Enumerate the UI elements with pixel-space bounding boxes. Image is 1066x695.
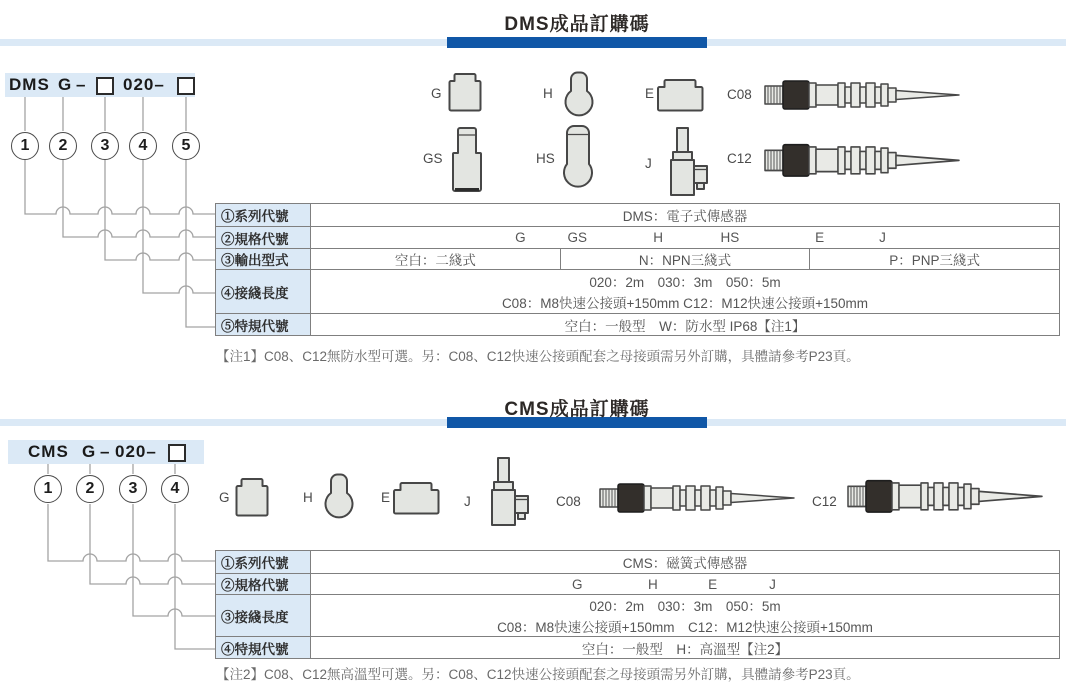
dms-ordering-table: [215, 203, 1060, 336]
cms-row-label-series: ①系列代號: [216, 551, 311, 573]
dms-circle-5: 5: [172, 132, 200, 160]
dms-row-label-length: ④接綫長度: [216, 270, 311, 313]
spec-code: J: [879, 230, 886, 245]
dms-code-stub-lines: [25, 97, 186, 131]
dms-code-num: 020–: [123, 75, 165, 94]
cms-code-num: 020–: [115, 442, 157, 461]
dms-figure-label-e: E: [645, 86, 655, 101]
cms-ordering-table: [215, 550, 1060, 659]
cms-circle-1: 1: [34, 475, 62, 503]
dms-row-label-spec: ②規格代號: [216, 227, 311, 248]
spec-code: E: [815, 230, 825, 245]
cms-figure-j-icon: [492, 458, 528, 525]
dms-figure-c12-icon: [765, 145, 959, 176]
dms-figure-label-j: J: [645, 156, 652, 171]
dms-leader-3: [105, 160, 216, 260]
dms-series-value: DMS：電子式傳感器: [622, 209, 748, 224]
cms-figure-label-c08: C08: [556, 494, 581, 509]
dms-row-label-special: ⑤特規代號: [216, 314, 311, 335]
spec-code: H: [653, 230, 663, 245]
dms-figure-e-icon: [658, 80, 703, 111]
table-row: [216, 594, 1059, 636]
table-row: [216, 313, 1059, 335]
dms-row-label-output: ③輸出型式: [216, 249, 311, 269]
cms-figure-label-c12: C12: [812, 494, 837, 509]
cms-row-label-length: ③接綫長度: [216, 595, 311, 636]
spec-code: J: [769, 576, 776, 592]
output-type-cell: N：NPN三綫式: [560, 249, 810, 269]
dms-length-values: [311, 270, 1059, 313]
cms-figure-e-icon: [394, 483, 439, 514]
spec-code: G: [572, 576, 583, 592]
dms-figure-label-c08: C08: [727, 87, 752, 102]
table-row: [216, 226, 1059, 248]
cms-row-label-spec: ②規格代號: [216, 574, 311, 594]
dms-figure-hs-icon: [564, 126, 592, 187]
dms-circle-1: 1: [11, 132, 39, 160]
dms-figure-j-icon: [671, 128, 707, 195]
dms-figure-label-c12: C12: [727, 151, 752, 166]
dms-special-value: 空白：一般型 W：防水型 IP68【注1】: [564, 318, 806, 334]
table-row: [216, 573, 1059, 594]
cms-section-title: CMS成品訂購碼: [504, 399, 650, 420]
spec-code: E: [708, 576, 718, 592]
dms-leader-4: [143, 160, 216, 293]
dms-leader-5: [186, 160, 216, 327]
cms-code-stub-lines: [48, 464, 175, 474]
dms-circle-2: 2: [49, 132, 77, 160]
dms-row-label-series: ①系列代號: [216, 204, 311, 226]
cms-figure-c12-icon: [848, 481, 1042, 512]
dms-figure-label-hs: HS: [536, 151, 555, 166]
cms-figure-g-icon: [237, 479, 268, 516]
length-line: C08：M8快速公接頭+150mm C12：M12快速公接頭+150mm: [501, 296, 869, 312]
cms-leader-2: [90, 504, 216, 584]
length-line: 020：2m 030：3m 050：5m: [589, 274, 781, 290]
cms-code-series: CMS: [28, 442, 69, 461]
dms-output-values: [311, 249, 1059, 269]
dms-figure-label-h: H: [543, 86, 553, 101]
cms-leader-1: [48, 504, 216, 561]
table-row: [216, 551, 1059, 573]
dms-code-series: DMS: [9, 75, 50, 94]
cms-figure-label-e: E: [381, 490, 391, 505]
cms-figure-c08-icon: [600, 484, 794, 512]
dms-figure-label-gs: GS: [423, 151, 443, 166]
dms-leader-1: [25, 160, 216, 214]
dms-leader-2: [63, 160, 216, 237]
dms-circle-3: 3: [91, 132, 119, 160]
spec-code: GS: [567, 230, 588, 245]
dms-spec-values: [311, 227, 1059, 248]
dms-figure-gs-icon: [453, 128, 481, 191]
cms-code-dash: –: [100, 442, 111, 461]
table-row: [216, 204, 1059, 226]
table-row: [216, 269, 1059, 313]
spec-code: HS: [720, 230, 740, 245]
cms-figure-h-icon: [326, 475, 353, 518]
cms-spec-values: [311, 574, 1059, 594]
length-line: C08：M8快速公接頭+150mm C12：M12快速公接頭+150mm: [497, 619, 873, 635]
cms-series-value: CMS：磁簧式傳感器: [622, 556, 748, 571]
table-row: [216, 248, 1059, 269]
dms-figure-h-icon: [566, 73, 593, 116]
dms-figure-label-g: G: [431, 86, 442, 101]
dms-code-spec: G: [58, 75, 73, 94]
dms-figure-g-icon: [450, 74, 481, 111]
cms-figure-label-j: J: [464, 494, 471, 509]
dms-section-title: DMS成品訂購碼: [504, 14, 650, 35]
dms-circle-4: 4: [129, 132, 157, 160]
table-row: [216, 636, 1059, 658]
output-type-cell: P：PNP三綫式: [809, 249, 1059, 269]
cms-circle-3: 3: [119, 475, 147, 503]
cms-length-values: [311, 595, 1059, 636]
output-type-cell: 空白：二綫式: [394, 253, 476, 268]
dms-footnote: 【注1】C08、C12無防水型可選。另：C08、C12快速公接頭配套之母接頭需另外訂購，具體請參考P23頁。: [216, 349, 860, 364]
cms-code-spec: G: [82, 442, 97, 461]
cms-figure-label-h: H: [303, 490, 313, 505]
cms-circle-2: 2: [76, 475, 104, 503]
spec-code: H: [647, 576, 658, 592]
cms-special-value: 空白：一般型 H：高溫型【注2】: [581, 641, 789, 657]
cms-footnote: 【注2】C08、C12無高溫型可選。另：C08、C12快速公接頭配套之母接頭需另外訂購，具體請參考P23頁。: [216, 667, 860, 682]
length-line: 020：2m 030：3m 050：5m: [589, 599, 781, 615]
cms-figure-label-g: G: [219, 490, 230, 505]
dms-code-dash: –: [76, 75, 87, 94]
dms-figure-c08-icon: [765, 81, 959, 109]
cms-row-label-special: ④特規代號: [216, 637, 311, 658]
cms-leader-4: [175, 504, 216, 649]
cms-circle-4: 4: [161, 475, 189, 503]
spec-code: G: [515, 230, 526, 245]
